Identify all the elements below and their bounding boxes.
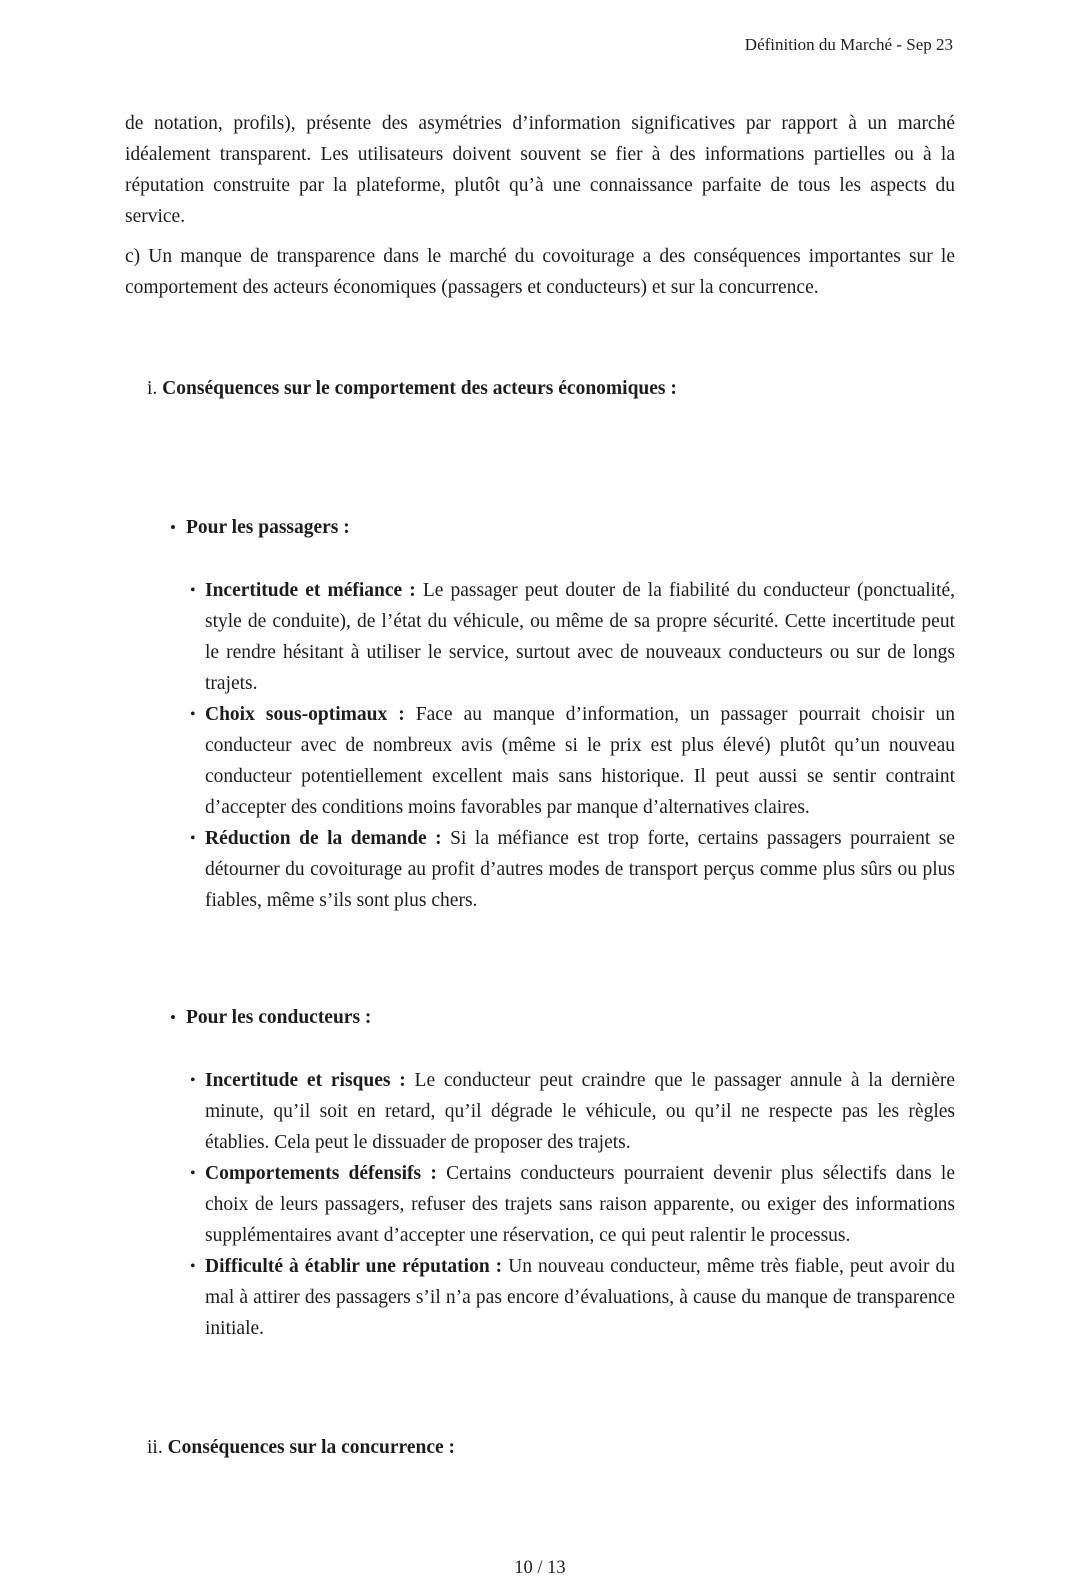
list-item xyxy=(190,1251,955,1344)
page-number xyxy=(125,1555,955,1581)
list-item xyxy=(190,575,955,699)
item-term: Réduction de la demande : xyxy=(205,828,442,849)
list-item xyxy=(190,1158,955,1251)
item-body: Un nouveau conducteur, même très fiable, peut avoir du mal à attirer des passagers s’il n’a pas encore d’évaluations, à cause du manque de transparence initiale. xyxy=(205,1256,955,1339)
list-item-text xyxy=(205,1158,955,1251)
item-term: Incertitude et risques : xyxy=(205,1070,406,1091)
bullet-icon: • xyxy=(170,518,176,537)
bullet-icon: • xyxy=(190,706,196,723)
group-label-text: Pour les conducteurs : xyxy=(186,1007,372,1028)
section-heading-i xyxy=(147,373,955,404)
bullet-icon: • xyxy=(190,1258,196,1275)
list-item-text xyxy=(205,1251,955,1344)
item-body: Si la méfiance est trop forte, certains passagers pourraient se détourner du covoiturage au profit d’autres modes de transport perçus comme plus sûrs ou plus fiables, même s’ils sont plus chers. xyxy=(205,828,955,911)
passenger-consequences-list xyxy=(190,575,955,916)
group-label-passengers xyxy=(170,512,955,543)
list-item-text xyxy=(205,1065,955,1158)
item-body: Face au manque d’information, un passager pourrait choisir un conducteur avec de nombreux avis (même si le prix est plus élevé) plutôt qu’un nouveau conducteur potentiellement excellent mais sans historique. Il peut aussi se sentir contraint d’accepter des conditions moins favorables par manque d’alternatives claires. xyxy=(205,704,956,818)
section-title: Conséquences sur le comportement des acteurs économiques : xyxy=(162,378,677,399)
item-term: Choix sous-optimaux : xyxy=(205,704,405,725)
page-indicator-text: 10 / 13 xyxy=(514,1558,566,1578)
bullet-icon: • xyxy=(190,582,196,599)
item-term: Difficulté à établir une réputation : xyxy=(205,1256,503,1277)
list-item-text xyxy=(205,699,955,823)
list-item xyxy=(190,699,955,823)
item-body: Le conducteur peut craindre que le passager annule à la dernière minute, qu’il soit en retard, qu’il dégrade le véhicule, ou qu’il ne respecte pas les règles établies. Cela peut le dissuader de proposer des trajets. xyxy=(205,1070,956,1153)
section-heading-ii xyxy=(147,1432,955,1463)
list-item xyxy=(190,823,955,916)
bullet-icon: • xyxy=(190,830,196,847)
bullet-icon: • xyxy=(190,1165,196,1182)
driver-consequences-list xyxy=(190,1065,955,1344)
running-header xyxy=(125,34,955,56)
paragraph-asymmetries: de notation, profils), présente des asymétries d’information significatives par rapport à un marché idéalement transparent. Les utilisateurs doivent souvent se fier à des informations partielles ou à la réputation construite par la plateforme, plutôt qu’à une connaissance parfaite de tous les aspects du service. xyxy=(125,113,955,227)
header-title: Définition du Marché - Sep 23 xyxy=(744,35,953,54)
section-title: Conséquences sur la concurrence : xyxy=(167,1437,456,1458)
section-numeral: ii. xyxy=(147,1437,163,1458)
item-term: Incertitude et méfiance : xyxy=(205,580,416,601)
item-body: Certains conducteurs pourraient devenir plus sélectifs dans le choix de leurs passagers, refuser des trajets sans raison apparente, ou exiger des informations supplémentaires avant d’accepter une réservation, ce qui peut ralentir le processus. xyxy=(205,1163,956,1246)
group-label-drivers xyxy=(170,1002,955,1033)
section-numeral: i. xyxy=(147,378,158,399)
item-body: Le passager peut douter de la fiabilité du conducteur (ponctualité, style de conduite), de l’état du véhicule, ou même de sa propre sécurité. Cette incertitude peut le rendre hésitant à utiliser le service, surtout avec de nouveaux conducteurs ou sur de longs trajets. xyxy=(205,580,956,694)
item-term: Comportements défensifs : xyxy=(205,1163,437,1184)
bullet-icon: • xyxy=(170,1008,176,1027)
list-item-text xyxy=(205,575,955,699)
bullet-icon: • xyxy=(190,1072,196,1089)
group-label-text: Pour les passagers : xyxy=(186,517,350,538)
list-item xyxy=(190,1065,955,1158)
list-item-text xyxy=(205,823,955,916)
paragraph-c-transparency: c) Un manque de transparence dans le marché du covoiturage a des conséquences importantes sur le comportement des acteurs économiques (passagers et conducteurs) et sur la concurrence. xyxy=(125,246,955,298)
